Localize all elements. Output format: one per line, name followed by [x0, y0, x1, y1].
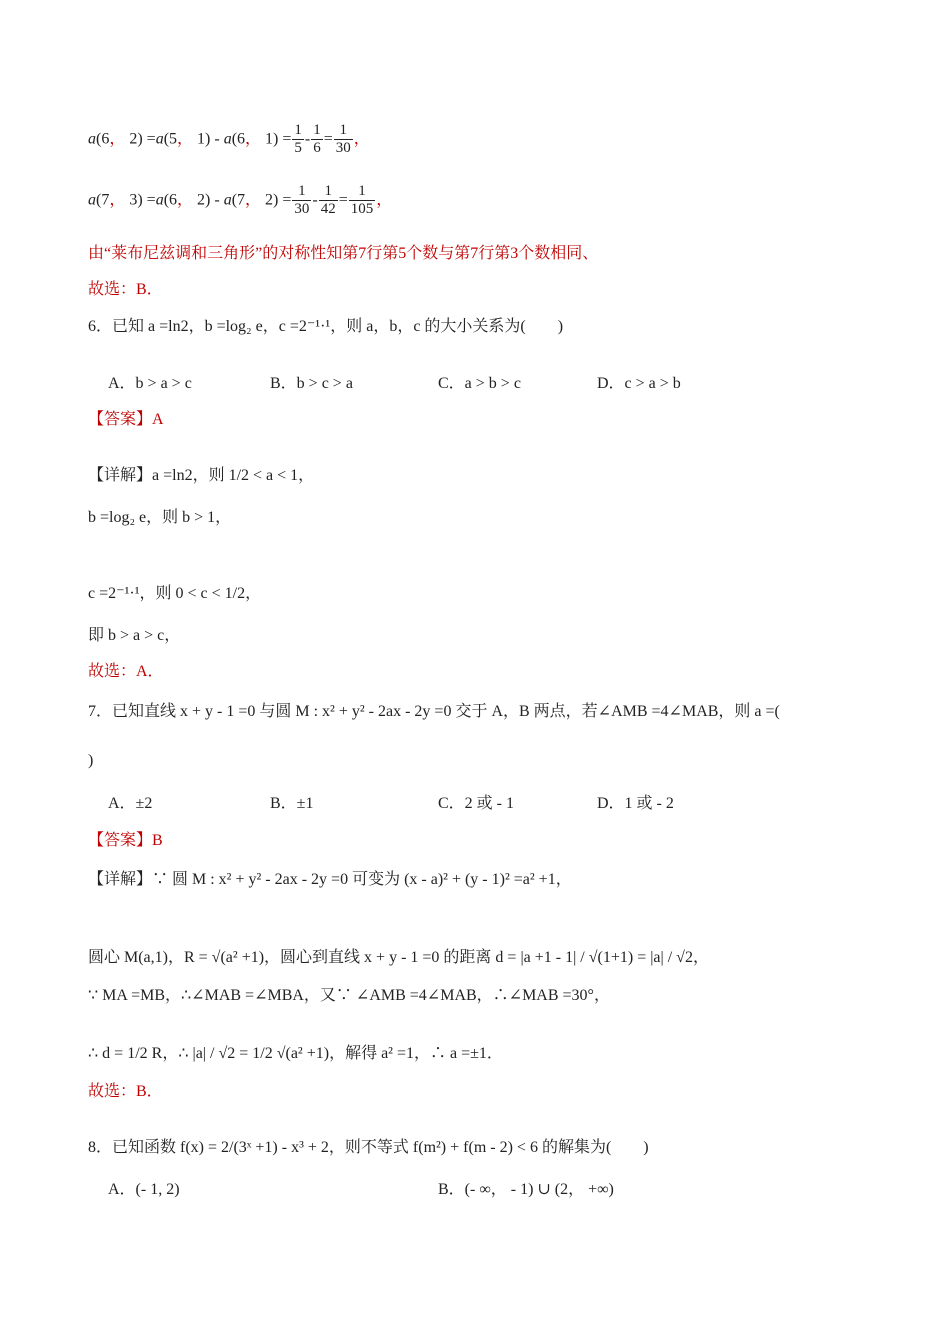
- q6-option-b: B．b > c > a: [270, 375, 353, 392]
- q7-detail-2: 圆心 M(a,1)，R = √(a² +1)，圆心到直线 x + y - 1 =0 的距离 d = |a +1 - 1| / √(1+1) = |a| / √2，: [88, 949, 709, 966]
- symmetry-statement: 由“莱布尼兹调和三角形”的对称性知第7行第5个数与第7行第3个数相同、: [88, 245, 599, 262]
- q7-option-c: C．2 或 - 1: [438, 795, 515, 812]
- q6-detail-1: 【详解】a =ln2，则 1/2 < a < 1，: [88, 467, 315, 484]
- q7-detail-4: ∴ d = 1/2 R，∴ |a| / √2 = 1/2 √(a² +1)，解得 a² =1，∴ a =±1．: [88, 1045, 503, 1062]
- question-8: 8．已知函数 f(x) = 2/(3ˣ +1) - x³ + 2，则不等式 f(m²) + f(m - 2) < 6 的解集为( ): [88, 1139, 649, 1156]
- question-7: 7．已知直线 x + y - 1 =0 与圆 M : x² + y² - 2ax - 2y =0 交于 A，B 两点，若∠AMB =4∠MAB，则 a =(: [88, 703, 780, 720]
- q6-option-c: C．a > b > c: [438, 375, 521, 392]
- q7-choice: 故选：B．: [88, 1083, 163, 1100]
- q7-detail-1: 【详解】∵ 圆 M : x² + y² - 2ax - 2y =0 可变为 (x - a)² + (y - 1)² =a² +1，: [88, 871, 572, 888]
- q7-option-a: A．±2: [108, 795, 153, 812]
- answer-choice-5: 故选：B．: [88, 281, 163, 298]
- q7-option-d: D．1 或 - 2: [597, 795, 674, 812]
- q7-detail-3: ∵ MA =MB，∴∠MAB =∠MBA，又∵ ∠AMB =4∠MAB，∴∠MAB =30°，: [88, 987, 610, 1004]
- q6-answer: 【答案】A: [88, 411, 164, 428]
- line-a7: a(7， 3) =a(6， 2) - a(7， 2) = $\frac{1}{30}$ - $\frac{1}{42}$ = $\frac{1}{105}$ ，: [88, 183, 393, 218]
- q6-detail-2: b =log₂ e，则 b > 1，: [88, 509, 232, 526]
- q7-answer: 【答案】B: [88, 832, 163, 849]
- q6-detail-4: 即 b > a > c，: [88, 627, 181, 644]
- q6-choice: 故选：A．: [88, 663, 164, 680]
- question-6: 6．已知 a =ln2，b =log₂ e，c =2⁻¹·¹，则 a，b，c 的大小关系为( ): [88, 318, 564, 335]
- question-7-close: ): [88, 752, 94, 769]
- q8-option-a: A．(- 1, 2): [108, 1181, 180, 1198]
- q6-detail-3: c =2⁻¹·¹，则 0 < c < 1/2，: [88, 585, 262, 602]
- q7-option-b: B．±1: [270, 795, 314, 812]
- line-a6: a(6， 2) =a(5， 1) - a(6， 1) = $\frac{1}{5}$ - $\frac{1}{6}$ = $\frac{1}{30}$ ，: [88, 122, 370, 157]
- q6-option-d: D．c > a > b: [597, 375, 681, 392]
- q8-option-b: B．(- ∞， - 1) ∪ (2， +∞): [438, 1181, 614, 1198]
- q6-option-a: A．b > a > c: [108, 375, 192, 392]
